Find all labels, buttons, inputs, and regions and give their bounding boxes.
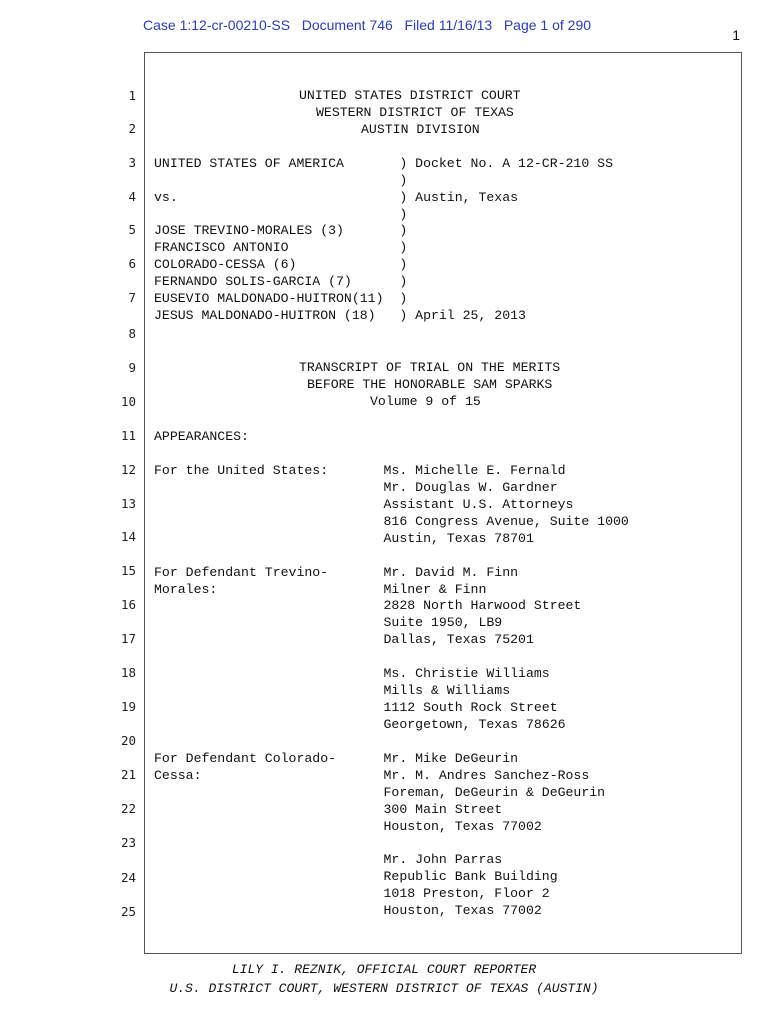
line-number: 24 (120, 870, 136, 885)
court-name: UNITED STATES DISTRICT COURT (299, 88, 521, 103)
appearance-row: Foreman, DeGeurin & DeGeurin (154, 784, 606, 800)
line-number: 11 (120, 428, 136, 443)
appearance-row: For the United States: Ms. Michelle E. Fernald (154, 463, 566, 478)
line-number: 25 (120, 904, 136, 919)
line-number: 1 (128, 88, 136, 103)
appearance-row: Georgetown, Texas 78626 (154, 716, 566, 732)
appearance-row: Mr. Douglas W. Gardner (154, 479, 558, 495)
caption-row: JOSE TREVINO-MORALES (3) ) (154, 223, 408, 239)
appearance-row: Dallas, Texas 75201 (154, 632, 534, 648)
caption-row: UNITED STATES OF AMERICA ) Docket No. A 12-CR-210 SS (154, 156, 613, 171)
line-number: 10 (120, 394, 136, 409)
appearance-row: 816 Congress Avenue, Suite 1000 (154, 513, 629, 529)
caption-row: ) (154, 206, 408, 222)
appearance-row: Morales: Milner & Finn (154, 581, 487, 597)
appearances-heading: APPEARANCES: (154, 429, 249, 444)
caption-row: COLORADO-CESSA (6) ) (154, 257, 408, 273)
caption-row: FRANCISCO ANTONIO ) (154, 240, 408, 256)
line-number: 19 (120, 699, 136, 714)
line-number: 17 (120, 631, 136, 646)
footer-court: U.S. DISTRICT COURT, WESTERN DISTRICT OF TEXAS (AUSTIN) (169, 981, 599, 996)
line-number: 20 (120, 733, 136, 748)
line-number: 21 (120, 767, 136, 782)
transcript-volume: Volume 9 of 15 (370, 394, 481, 409)
court-division: AUSTIN DIVISION (361, 122, 480, 137)
transcript-judge: BEFORE THE HONORABLE SAM SPARKS (307, 377, 553, 392)
caption-row: EUSEVIO MALDONADO-HUITRON(11) ) (154, 290, 408, 306)
line-number: 23 (120, 835, 136, 850)
appearance-row: 2828 North Harwood Street (154, 598, 582, 614)
page-number: 1 (732, 27, 740, 43)
appearance-row: 1018 Preston, Floor 2 (154, 886, 550, 902)
appearance-row: Houston, Texas 77002 (154, 818, 542, 834)
appearance-row: Mr. John Parras (154, 852, 503, 868)
line-number: 15 (120, 563, 136, 578)
line-number: 8 (128, 326, 136, 341)
appearance-row: Mills & Williams (154, 683, 511, 699)
caption-row: vs. ) Austin, Texas (154, 189, 519, 205)
footer-reporter: LILY I. REZNIK, OFFICIAL COURT REPORTER (231, 962, 537, 977)
appearance-row: Assistant U.S. Attorneys (154, 496, 574, 512)
line-number: 14 (120, 529, 136, 544)
line-number: 3 (128, 155, 136, 170)
line-number: 18 (120, 665, 136, 680)
line-number: 4 (128, 189, 136, 204)
appearance-row: 1112 South Rock Street (154, 700, 558, 716)
caption-row: JESUS MALDONADO-HUITRON (18) ) April 25, 2013 (154, 307, 526, 323)
appearance-row: Republic Bank Building (154, 869, 558, 885)
line-number: 16 (120, 597, 136, 612)
appearance-row: For Defendant Trevino- Mr. David M. Finn (154, 564, 519, 580)
line-number: 7 (128, 290, 136, 305)
appearance-row: For Defendant Colorado- Mr. Mike DeGeurin (154, 750, 519, 766)
line-number: 9 (128, 360, 136, 375)
ecf-header: Case 1:12-cr-00210-SS Document 746 Filed 11/16/13 Page 1 of 290 (143, 17, 592, 33)
appearance-row: Ms. Christie Williams (154, 666, 550, 682)
transcript-title: TRANSCRIPT OF TRIAL ON THE MERITS (299, 360, 561, 375)
caption-row: ) (154, 172, 408, 188)
appearance-row: Houston, Texas 77002 (154, 903, 542, 919)
appearance-row: Austin, Texas 78701 (154, 530, 534, 546)
line-number: 6 (128, 256, 136, 271)
appearance-row: 300 Main Street (154, 801, 503, 817)
line-number: 5 (128, 222, 136, 237)
appearance-row: Suite 1950, LB9 (154, 615, 503, 631)
line-number: 12 (120, 462, 136, 477)
caption-row: FERNANDO SOLIS-GARCIA (7) ) (154, 273, 408, 289)
line-number: 22 (120, 801, 136, 816)
line-number: 2 (128, 121, 136, 136)
line-number: 13 (120, 496, 136, 511)
court-district: WESTERN DISTRICT OF TEXAS (316, 105, 514, 120)
appearance-row: Cessa: Mr. M. Andres Sanchez-Ross (154, 767, 590, 783)
